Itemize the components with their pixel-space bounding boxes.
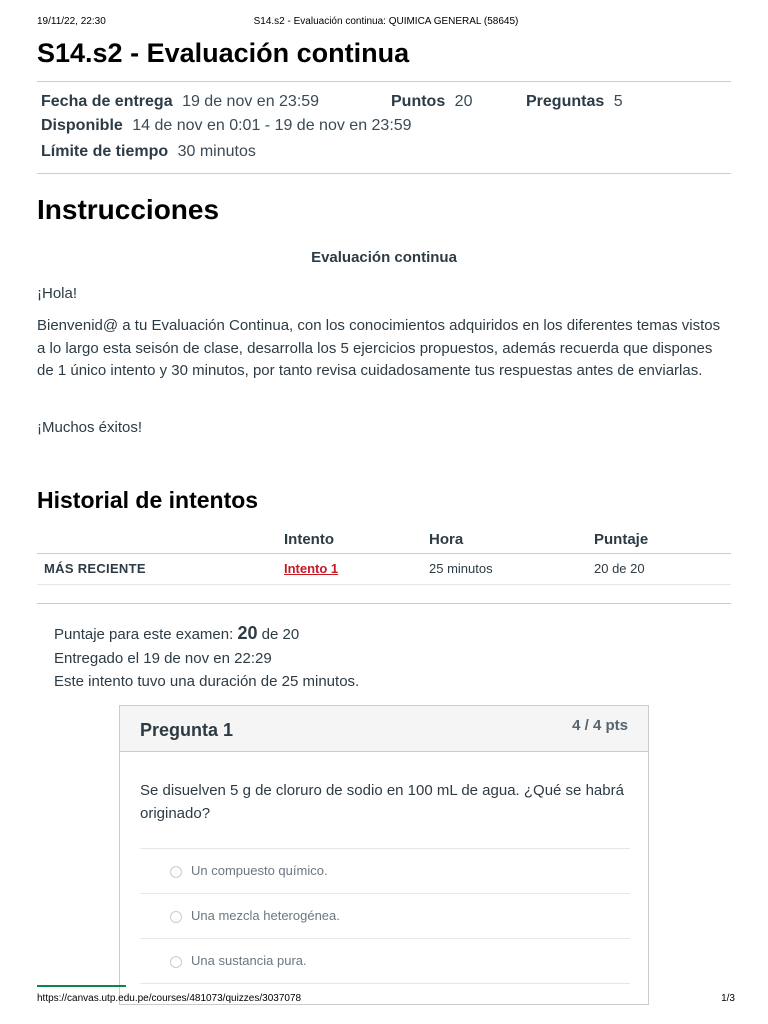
question-text: Se disuelven 5 g de cloruro de sodio en 100 mL de agua. ¿Qué se habrá originado? — [140, 782, 624, 822]
question-card — [119, 705, 649, 1005]
questions-value: 5 — [613, 93, 623, 110]
print-page-title: S14.s2 - Evaluación continua: QUIMICA GENERAL (58645) — [253, 16, 519, 27]
answer-option[interactable] — [140, 848, 630, 893]
score-prefix: Puntaje para este examen: — [54, 626, 234, 643]
time-limit-value: 30 minutos — [177, 143, 256, 160]
answer-text: Un compuesto químico. — [191, 863, 328, 878]
column-header-score: Puntaje — [594, 531, 649, 548]
availability — [41, 117, 412, 135]
column-header-attempt: Intento — [284, 531, 334, 548]
questions-label: Preguntas — [526, 93, 605, 110]
answer-option[interactable] — [140, 938, 630, 983]
print-url: https://canvas.utp.edu.pe/courses/481073/quizzes/3037078 — [37, 993, 302, 1004]
latest-tag: MÁS RECIENTE — [44, 561, 146, 576]
attempt-time: 25 minutos — [429, 561, 493, 576]
answer-text: Una sustancia pura. — [191, 953, 307, 968]
print-footer — [37, 993, 735, 1007]
question-points: 4 / 4 pts — [572, 717, 628, 734]
instructions-greeting: ¡Hola! — [37, 285, 78, 302]
table-divider — [37, 553, 731, 554]
due-date-label: Fecha de entrega — [41, 93, 173, 110]
column-header-time: Hora — [429, 531, 464, 548]
attempt-link[interactable]: Intento 1 — [284, 561, 339, 576]
question-title: Pregunta 1 — [140, 720, 234, 740]
time-limit-label: Límite de tiempo — [41, 143, 169, 160]
table-divider — [37, 584, 731, 585]
score-value: 20 — [237, 623, 258, 643]
history-heading: Historial de intentos — [37, 487, 259, 513]
print-page-number: 1/3 — [721, 993, 735, 1004]
submitted-date: Entregado el 19 de nov en 22:29 — [54, 650, 272, 667]
attempt-score: 20 de 20 — [594, 561, 645, 576]
print-header — [37, 16, 735, 30]
answer-text: Una mezcla heterogénea. — [191, 908, 340, 923]
quiz-title: S14.s2 - Evaluación continua — [37, 38, 410, 68]
instructions-closing: ¡Muchos éxitos! — [37, 419, 143, 436]
divider — [37, 173, 731, 174]
instructions-heading: Instrucciones — [37, 194, 220, 225]
divider — [37, 81, 731, 82]
attempt-duration: Este intento tuvo una duración de 25 minutos. — [54, 673, 360, 690]
points-value: 20 — [454, 93, 473, 110]
available-label: Disponible — [41, 117, 123, 134]
questions-count — [526, 93, 623, 111]
score-summary — [54, 623, 299, 644]
due-date-value: 19 de nov en 23:59 — [182, 93, 320, 110]
instructions-subheading: Evaluación continua — [311, 249, 457, 266]
radio-button[interactable] — [170, 956, 182, 968]
points — [391, 93, 472, 111]
print-datetime: 19/11/22, 22:30 — [37, 16, 106, 27]
points-label: Puntos — [391, 93, 446, 110]
radio-button[interactable] — [170, 911, 182, 923]
instructions-body: Bienvenid@ a tu Evaluación Continua, con los conocimientos adquiridos en los diferentes temas vistos a lo largo esta seisón de clase, desarrolla los 5 ejercicios propuestos, además recuerda que dispones de 1 único intento y 30 minutos, por tanto revisa cuidadosamente tus respuestas antes de enviarlas. — [37, 317, 721, 380]
due-date — [41, 93, 319, 111]
time-limit — [41, 143, 256, 161]
score-suffix: de 20 — [261, 626, 300, 643]
radio-button[interactable] — [170, 866, 182, 878]
question-header — [120, 706, 648, 752]
available-value: 14 de nov en 0:01 - 19 de nov en 23:59 — [132, 117, 412, 134]
correct-answer-marker — [37, 985, 126, 987]
answer-option[interactable] — [140, 893, 630, 938]
divider — [37, 603, 731, 604]
